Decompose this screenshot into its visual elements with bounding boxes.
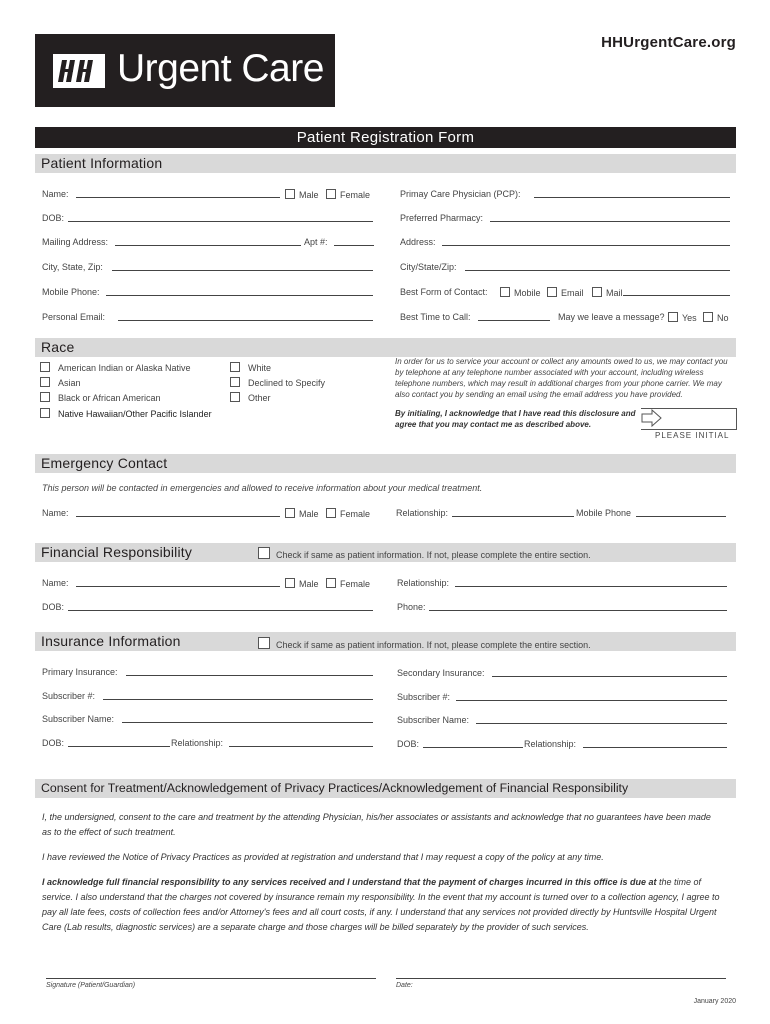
insurance-dob-label: DOB: [42,738,65,748]
checkbox-icon[interactable] [326,189,336,199]
address-label: Address: [400,237,436,247]
patient-name-field[interactable] [76,197,280,198]
insurance-same-option[interactable]: Check if same as patient information. If not, please complete the entire section. [258,637,591,650]
financial-relationship-field[interactable] [455,586,727,587]
insurance-relationship-field[interactable] [229,746,373,747]
race-option[interactable]: American Indian or Alaska Native [40,362,191,373]
insurance-dob-field[interactable] [68,746,170,747]
secondary-insurance-field[interactable] [492,676,727,677]
insurance2-relationship-label: Relationship: [524,739,577,749]
primary-insurance-label: Primary Insurance: [42,667,118,677]
financial-same-option[interactable]: Check if same as patient information. If not, please complete the entire section. [258,547,591,560]
subscriber2-name-label: Subscriber Name: [397,715,470,725]
emergency-note: This person will be contacted in emergencies and allowed to receive information about your medical treatment. [42,483,483,493]
city2-label: City/State/Zip: [400,262,457,272]
financial-dob-label: DOB: [42,602,65,612]
checkbox-icon[interactable] [285,189,295,199]
race-option[interactable]: Asian [40,377,81,388]
insurance2-relationship-field[interactable] [583,747,727,748]
checkbox-icon[interactable] [500,287,510,297]
pharmacy-field[interactable] [490,221,730,222]
checkbox-icon[interactable] [258,547,270,559]
patient-male-option[interactable]: Male [285,189,319,200]
message-yes-option[interactable]: Yes [668,312,697,323]
financial-phone-label: Phone: [397,602,426,612]
checkbox-icon[interactable] [230,392,240,402]
date-label: Date: [396,982,413,989]
emergency-relationship-field[interactable] [452,516,574,517]
contact-notice: In order for us to service your account or collect any amounts owed to us, we may contact you by telephone at any telephone number associated with your account, including wireless telephone numbers, which may result in additional charges from your phone carrier. We may also contact you by sending an email using the email address you have provided. [395,357,728,399]
mailing-address-field[interactable] [115,245,301,246]
best-time-label: Best Time to Call: [400,312,471,322]
please-initial-label: PLEASE INITIAL [655,431,730,440]
checkbox-icon[interactable] [285,578,295,588]
insurance2-dob-field[interactable] [423,747,523,748]
patient-name-label: Name: [42,189,69,199]
best-contact-label: Best Form of Contact: [400,287,488,297]
emergency-relationship-label: Relationship: [396,508,449,518]
checkbox-icon[interactable] [285,508,295,518]
checkbox-icon[interactable] [40,377,50,387]
date-field[interactable] [396,978,726,979]
city2-field[interactable] [465,270,730,271]
subscriber-name-field[interactable] [122,722,373,723]
contact-mobile-option[interactable]: Mobile [500,287,541,298]
section-emergency-contact: Emergency Contact [35,454,736,473]
section-insurance-information: Insurance Information [35,632,736,651]
financial-female-option[interactable]: Female [326,578,370,589]
emergency-name-field[interactable] [76,516,280,517]
message-no-option[interactable]: No [703,312,729,323]
race-option[interactable]: Black or African American [40,392,161,403]
secondary-insurance-label: Secondary Insurance: [397,668,485,678]
address-field[interactable] [442,245,730,246]
consent-paragraph-1: I, the undersigned, consent to the care and treatment by the attending Physician, his/her associates or assistants and acknowledge that no guarantees have been made as to the effect of such treatment. [42,812,711,837]
arrow-right-icon [641,409,663,427]
patient-dob-field[interactable] [68,221,373,222]
checkbox-icon[interactable] [40,392,50,402]
brand-logo [35,34,335,107]
form-title: Patient Registration Form [35,127,736,148]
primary-insurance-field[interactable] [126,675,373,676]
race-option[interactable]: Declined to Specify [230,377,325,388]
emergency-mobile-label: Mobile Phone [576,508,632,518]
signature-label: Signature (Patient/Guardian) [46,982,136,989]
financial-name-label: Name: [42,578,69,588]
personal-email-label: Personal Email: [42,312,106,322]
contact-mail-option[interactable]: Mail [592,287,623,298]
financial-phone-field[interactable] [429,610,727,611]
subscriber2-number-label: Subscriber #: [397,692,451,702]
mobile-phone-label: Mobile Phone: [42,287,100,297]
contact-email-option[interactable]: Email [547,287,584,298]
checkbox-icon[interactable] [230,377,240,387]
subscriber-name-label: Subscriber Name: [42,714,115,724]
pcp-field[interactable] [534,197,730,198]
section-consent: Consent for Treatment/Acknowledgement of Privacy Practices/Acknowledgement of Financial Responsibility [35,779,736,798]
checkbox-icon[interactable] [592,287,602,297]
subscriber-number-field[interactable] [103,699,373,700]
race-option[interactable]: White [230,362,271,373]
pcp-label: Primay Care Physician (PCP): [400,189,521,199]
signature-field[interactable] [46,978,376,979]
emergency-name-label: Name: [42,508,69,518]
checkbox-icon[interactable] [668,312,678,322]
emergency-female-option[interactable]: Female [326,508,370,519]
checkbox-icon[interactable] [230,362,240,372]
checkbox-icon[interactable] [326,508,336,518]
financial-relationship-label: Relationship: [397,578,450,588]
patient-female-option[interactable]: Female [326,189,370,200]
brand-name: Urgent Care [117,47,324,90]
emergency-male-option[interactable]: Male [285,508,319,519]
consent-paragraph-2: I have reviewed the Notice of Privacy Practices as provided at registration and understand that I may request a copy of the policy at any time. [42,852,604,862]
mobile-phone-field[interactable] [106,295,373,296]
apt-label: Apt #: [304,237,328,247]
race-option[interactable]: Other [230,392,271,403]
mailing-address-label: Mailing Address: [42,237,109,247]
consent-paragraph-3: I acknowledge full financial responsibility to any services received and I understand that the payment of charges incurred in this office is due at the time of service. I also understand that the charges not covered by insurance remain my responsibility. In the event that my account is turned over to a collection agency, I agree to pay all late fees, costs of collection fees and/or Attorney's fees and all court costs, if any. I understand that any services not provided directly by Huntsville Hospital Urgent Care (Lab results, diagnostic services) are a separate charge and those charges will be billed separately by the provider of such services. [42,877,720,932]
insurance-relationship-label: Relationship: [171,738,224,748]
insurance2-dob-label: DOB: [397,739,420,749]
checkbox-icon[interactable] [258,637,270,649]
section-race: Race [35,338,736,357]
race-option[interactable]: Native Hawaiian/Other Pacific Islander [40,408,212,419]
city-label: City, State, Zip: [42,262,103,272]
contact-mail-field[interactable] [623,295,730,296]
checkbox-icon[interactable] [547,287,557,297]
hh-logo-icon [53,54,105,88]
best-time-field[interactable] [478,320,550,321]
subscriber-number-label: Subscriber #: [42,691,96,701]
site-url[interactable]: HHUrgentCare.org [601,34,736,51]
checkbox-icon[interactable] [40,408,50,418]
apt-field[interactable] [334,245,374,246]
leave-message-label: May we leave a message? [558,312,665,322]
checkbox-icon[interactable] [40,362,50,372]
form-revision-date: January 2020 [693,998,736,1005]
emergency-mobile-field[interactable] [636,516,726,517]
subscriber2-number-field[interactable] [456,700,727,701]
checkbox-icon[interactable] [326,578,336,588]
financial-name-field[interactable] [76,586,280,587]
city-field[interactable] [112,270,373,271]
financial-dob-field[interactable] [68,610,373,611]
subscriber2-name-field[interactable] [476,723,727,724]
personal-email-field[interactable] [118,320,373,321]
section-patient-information: Patient Information [35,154,736,173]
checkbox-icon[interactable] [703,312,713,322]
financial-male-option[interactable]: Male [285,578,319,589]
section-financial-responsibility: Financial Responsibility [35,543,736,562]
patient-dob-label: DOB: [42,213,65,223]
initial-disclosure: By initialing, I acknowledge that I have read this disclosure and agree that you may contact me as described above. [395,409,636,429]
pharmacy-label: Preferred Pharmacy: [400,213,484,223]
